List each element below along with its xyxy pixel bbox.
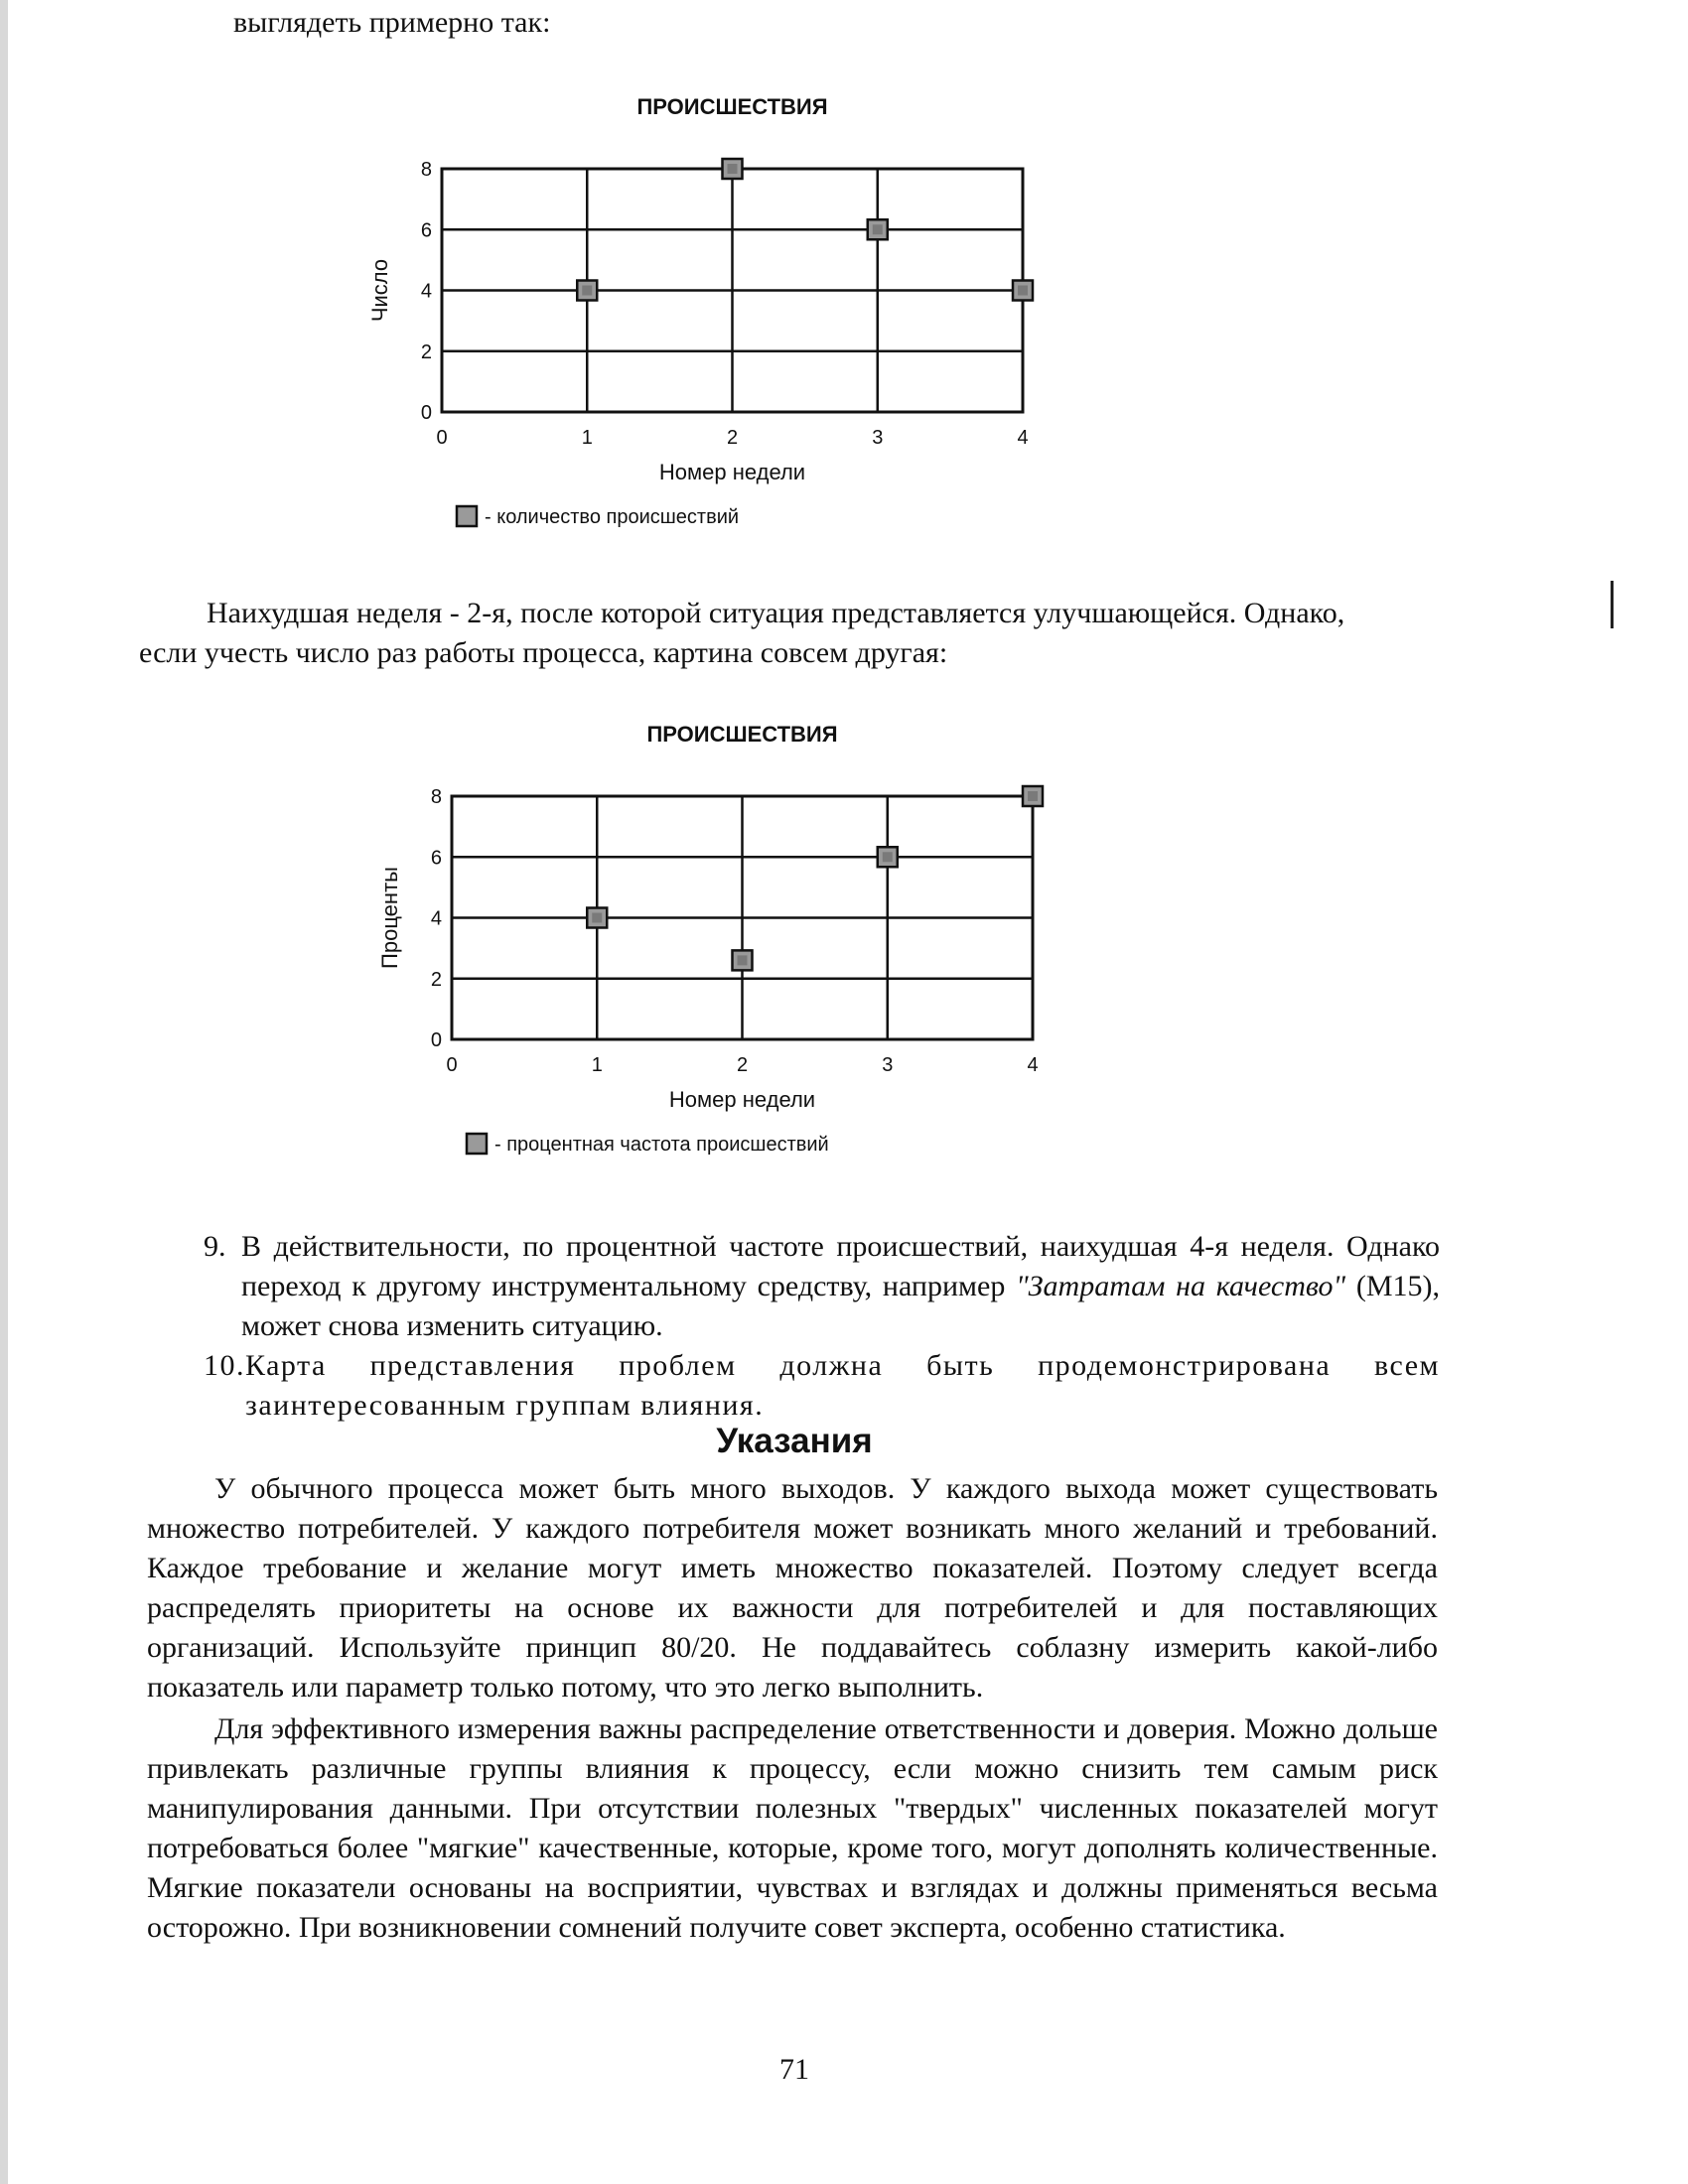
x-tick-label: 0 [446, 1054, 458, 1076]
x-tick-label: 2 [726, 427, 739, 449]
y-tick-label: 0 [430, 1029, 442, 1051]
data-point-marker-inner [873, 224, 883, 234]
y-axis-label: Проценты [377, 867, 402, 969]
data-point-marker-inner [883, 852, 893, 862]
y-tick-label: 6 [430, 847, 442, 870]
intro-text: выглядеть примерно так: [233, 6, 551, 39]
legend-marker [457, 506, 477, 526]
list-text-start: В действительности, по процентной частоте происшествий, наихудшая 4-я неделя. Однако переход к другому инструментальному средству, например [241, 1230, 1440, 1302]
data-point-marker-inner [1028, 791, 1038, 801]
x-tick-label: 1 [591, 1054, 603, 1076]
x-tick-label: 4 [1017, 427, 1029, 449]
paragraph-1-line-2: если учесть число раз работы процесса, картина совсем другая: [139, 636, 948, 669]
paragraph-3-text: Для эффективного измерения важны распределение ответственности и доверия. Можно дольше привлекать различные группы влияния к процессу, если можно снизить тем самым риск манипулирования данными. При отсутствии полезных "твердых" численных показателей могут потребоваться более "мягкие" качественные, которые, кроме того, могут дополнять количественные. Мягкие показатели основаны на восприятии, чувствах и взглядах и должны применяться весьма осторожно. При возникновении сомнений получите совет эксперта, особенно статистика. [147, 1712, 1438, 1944]
list-text-italic: "Затратам на качество" [1016, 1270, 1346, 1302]
paragraph-2 [147, 1469, 1438, 1707]
list-number: 10. [204, 1349, 245, 1382]
x-tick-label: 3 [872, 427, 884, 449]
chart-title: ПРОИСШЕСТВИЯ [646, 722, 838, 747]
paragraph-1-line-1: Наихудшая неделя - 2-я, после которой ситуация представляется улучшающейся. Однако, [207, 597, 1345, 629]
page-number: 71 [779, 2053, 809, 2086]
data-point-marker-inner [582, 286, 592, 296]
list-item-text [245, 1346, 1440, 1426]
paragraph-1 [139, 594, 1435, 673]
list-text-start: Карта представления проблем должна быть продемонстрирована всем заинтересованным группам влияния. [245, 1349, 1440, 1422]
y-tick-label: 4 [430, 907, 442, 930]
section-heading: Указания [716, 1422, 873, 1460]
list-text-end: (М15), может снова изменить ситуацию. [241, 1270, 1441, 1342]
list-item-9 [204, 1227, 1440, 1346]
x-tick-label: 3 [882, 1054, 894, 1076]
x-tick-label: 4 [1027, 1054, 1039, 1076]
y-tick-label: 8 [430, 786, 442, 808]
margin-mark [1611, 581, 1614, 628]
data-point-marker-inner [728, 164, 738, 174]
y-tick-label: 0 [420, 402, 432, 424]
chart-incidents-count-svg [357, 84, 1072, 561]
x-tick-label: 1 [581, 427, 593, 449]
list-item-text [241, 1227, 1440, 1346]
scan-left-edge [0, 0, 8, 2184]
y-axis-label: Число [367, 258, 392, 323]
data-point-marker-inner [1018, 286, 1028, 296]
legend-label: - процентная частота происшествий [494, 1134, 829, 1156]
chart-incidents-percent [367, 712, 1082, 1193]
chart-title: ПРОИСШЕСТВИЯ [636, 94, 828, 119]
y-tick-label: 2 [420, 341, 432, 363]
y-tick-label: 8 [420, 159, 432, 181]
chart-incidents-percent-svg [367, 712, 1082, 1188]
x-tick-label: 2 [736, 1054, 749, 1076]
y-tick-label: 2 [430, 968, 442, 991]
data-point-marker-inner [738, 955, 748, 965]
y-tick-label: 4 [420, 280, 432, 303]
data-point-marker-inner [592, 913, 602, 923]
paragraph-2-text: У обычного процесса может быть много выходов. У каждого выхода может существовать множество потребителей. У каждого потребителя может возникать много желаний и требований. Каждое требование и желание могут иметь множество показателей. Поэтому следует всегда распределять приоритеты на основе их важности для потребителей и для поставляющих организаций. Используйте принцип 80/20. Не поддавайтесь соблазну измерить какой-либо показатель или параметр только потому, что это легко выполнить. [147, 1472, 1438, 1704]
list-number: 9. [204, 1230, 226, 1263]
x-axis-label: Номер недели [668, 1087, 816, 1112]
chart-incidents-count [357, 84, 1072, 566]
list-item-10 [204, 1346, 1440, 1426]
paragraph-3 [147, 1709, 1438, 1948]
x-axis-label: Номер недели [658, 460, 806, 484]
legend-label: - количество происшествий [485, 506, 740, 528]
x-tick-label: 0 [436, 427, 448, 449]
legend-marker [467, 1134, 487, 1154]
y-tick-label: 6 [420, 219, 432, 242]
